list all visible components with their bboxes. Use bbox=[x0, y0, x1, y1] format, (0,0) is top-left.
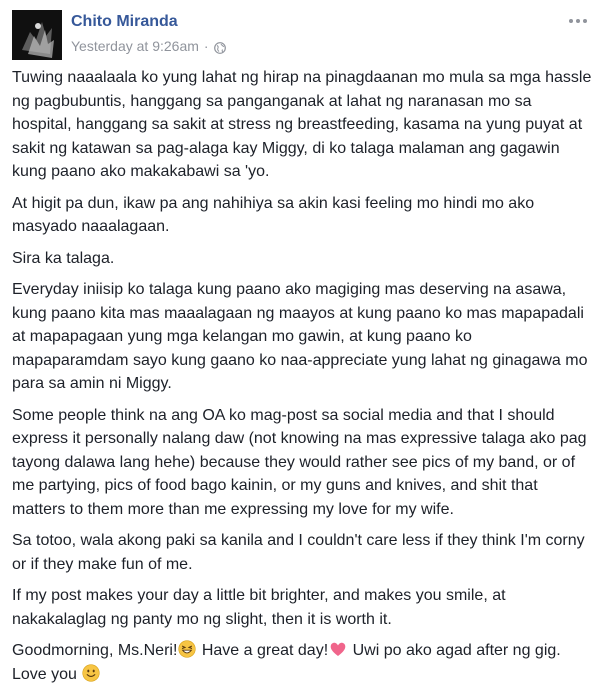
pink-heart-emoji-icon bbox=[329, 640, 347, 658]
post-paragraph: Some people think na ang OA ko mag-post sa social media and that I should express it personally nalang daw (not knowing na mas expressive talaga ako pag tayong dalawa lang hehe) because they would rather see pics of my band, or of me partying, pics of food bago kainin, or my guns and knives, and shit that matters to them more than me expressing my love for my wife. bbox=[12, 406, 587, 518]
post-body bbox=[12, 66, 592, 694]
more-options-icon[interactable] bbox=[568, 14, 588, 26]
timestamp-link[interactable]: Yesterday at 9:26am bbox=[71, 38, 199, 54]
post-header bbox=[12, 10, 592, 60]
avatar[interactable] bbox=[12, 10, 62, 60]
post-paragraph: Sira ka talaga. bbox=[12, 249, 115, 267]
post-paragraph: If my post makes your day a little bit brighter, and makes you smile, at nakakalaglag ng panty mo ng slight, then it is worth it. bbox=[12, 587, 506, 628]
closing-text-3: Uwi po ako agad after ng gig. Love you bbox=[12, 642, 561, 683]
meta-separator: · bbox=[203, 38, 209, 54]
smiling-face-emoji-icon bbox=[82, 664, 100, 682]
closing-paragraph bbox=[12, 639, 592, 686]
post-paragraph: Sa totoo, wala akong paki sa kanila and I couldn't care less if they think I'm corny or if they make fun of me. bbox=[12, 532, 585, 573]
globe-icon[interactable] bbox=[214, 40, 226, 52]
post-meta bbox=[71, 37, 226, 55]
post-paragraph: At higit pa dun, ikaw pa ang nahihiya sa akin kasi feeling mo hindi mo ako masyado naaalagaan. bbox=[12, 194, 535, 235]
post-paragraph: Everyday iniisip ko talaga kung paano ako magiging mas deserving na asawa, kung paano kita mas maaalagaan ng maayos at kung paano ko mas mapapadali at mapapagaan yung mga kelangan mo gawin, at kung paano ko mapaparamdam sayo kung gaano ko naa-appreciate yung lahat ng ginagawa mo para sa amin ni Miggy. bbox=[12, 281, 588, 392]
post-paragraph: Tuwing naaalaala ko yung lahat ng hirap na pinagdaanan mo mula sa mga hassle ng pagbubuntis, hanggang sa panganganak at lahat ng naranasan mo sa hospital, hanggang sa sakit at stress ng breastfeeding, kasama na yung puyat at sakit ng katawan sa pag-alaga kay Miggy, di ko talaga malaman ang gagawin kung paano ako makakabawi sa 'yo. bbox=[12, 69, 592, 180]
closing-text-1: Goodmorning, Ms.Neri! bbox=[12, 642, 178, 659]
avatar-image bbox=[12, 10, 62, 60]
closing-text-2: Have a great day! bbox=[197, 642, 329, 659]
author-name[interactable]: Chito Miranda bbox=[71, 13, 178, 30]
grinning-squinting-face-emoji-icon bbox=[178, 640, 196, 658]
